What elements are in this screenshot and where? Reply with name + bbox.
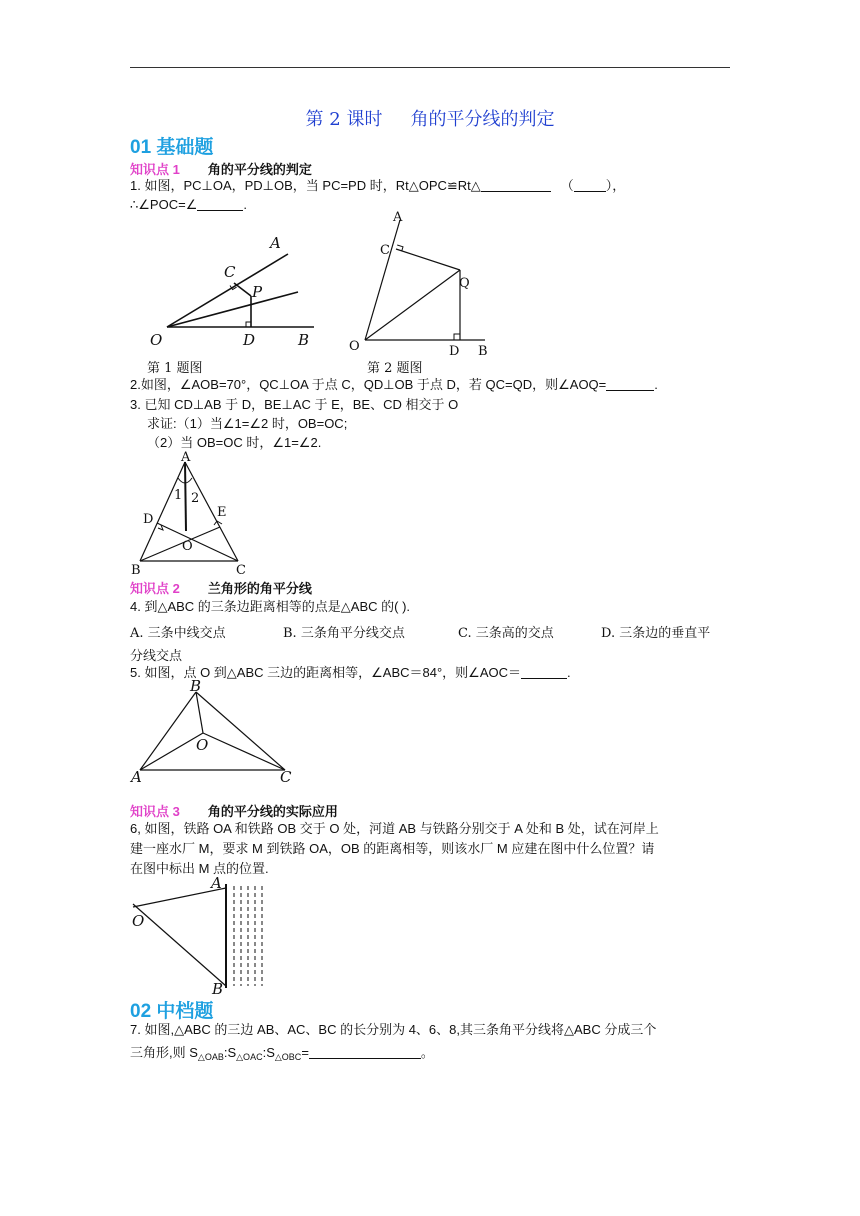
label-b: B <box>131 563 141 576</box>
question-7-line-1: 7. 如图,△ABC 的三边 AB、AC、BC 的长分别为 4、6、8,其三条角平分线将△ABC 分成三个 <box>130 1022 657 1037</box>
title-topic: 角的平分线的判定 <box>410 109 555 130</box>
label-o: O <box>150 331 163 349</box>
kp1-text: 角的平分线的判定 <box>207 162 312 177</box>
figure-2 <box>345 205 495 360</box>
option-d: D. 三条边的垂直平 <box>601 626 711 641</box>
label-a: A <box>211 874 222 892</box>
subscript-oab: △OAB <box>197 1052 224 1062</box>
figure-1-caption: 第 1 题图 <box>147 361 203 376</box>
question-2 <box>130 376 658 394</box>
label-p: P <box>252 283 263 301</box>
knowledge-point-1 <box>130 159 312 178</box>
option-a: A. 三条中线交点 <box>130 626 226 641</box>
label-a: A <box>270 234 281 252</box>
question-1-line-2 <box>130 196 247 214</box>
answer-blank <box>606 377 654 391</box>
label-b: B <box>298 331 310 349</box>
label-a: A <box>393 210 403 225</box>
question-1-line-1 <box>130 177 625 195</box>
subscript-obc: △OBC <box>274 1052 302 1062</box>
answer-blank <box>197 197 243 211</box>
label-o: O <box>196 736 209 754</box>
label-o: O <box>132 912 145 930</box>
q1-text-c: ）， <box>605 178 626 193</box>
question-3-line-1: 3. 已知 CD⊥AB 于 D，BE⊥AC 于 E，BE、CD 相交于 O <box>130 397 459 412</box>
figure-2-caption: 第 2 题图 <box>367 361 423 376</box>
q1-text-b: （ <box>560 178 574 193</box>
question-6-line-3: 在图中标出 M 点的位置. <box>130 861 269 876</box>
question-6-line-1: 6, 如图，铁路 OA 和铁路 OB 交于 O 处，河道 AB 与铁路分别交于 A 处和 B 处，试在河岸上 <box>130 821 659 836</box>
label-e: E <box>217 505 227 520</box>
q7-text-a: 三角形,则 S <box>130 1045 198 1060</box>
page-title <box>130 105 730 131</box>
figure-6 <box>128 874 273 999</box>
question-3-line-2: 求证:（1）当∠1=∠2 时，OB=OC; <box>147 416 348 431</box>
figure-3 <box>128 448 253 576</box>
q1-text-d: ∴∠POC=∠ <box>130 197 198 212</box>
label-angle-1: 1 <box>174 488 183 503</box>
label-d: D <box>243 331 256 349</box>
label-a: A <box>181 450 191 465</box>
q5-text-b: . <box>567 665 571 680</box>
subscript-oac: △OAC <box>236 1052 263 1062</box>
kp2-tag: 知识点 2 <box>130 581 180 596</box>
label-b: B <box>212 980 224 998</box>
q2-text-a: 2.如图，∠AOB=70°，QC⊥OA 于点 C，QD⊥OB 于点 D，若 QC=QD，则∠AOQ= <box>130 377 607 392</box>
q7-equals: = <box>301 1045 309 1060</box>
question-3-line-3: （2）当 OB=OC 时，∠1=∠2. <box>147 435 322 450</box>
answer-blank <box>309 1045 421 1059</box>
option-d-continued: 分线交点 <box>130 649 183 664</box>
header-rule <box>130 67 730 68</box>
q5-text-a: 5. 如图，点 O 到△ABC 三边的距离相等，∠ABC＝84°，则∠AOC＝ <box>130 665 521 680</box>
figure-1 <box>140 232 330 350</box>
q2-text-b: . <box>654 377 658 392</box>
q7-sep-2: :S <box>262 1045 275 1060</box>
label-o: O <box>182 539 193 554</box>
kp3-tag: 知识点 3 <box>130 804 180 819</box>
q1-text-e: . <box>243 197 247 212</box>
label-a: A <box>131 768 142 786</box>
figure-5 <box>128 680 298 786</box>
knowledge-point-2 <box>130 578 312 597</box>
knowledge-point-3 <box>130 801 338 820</box>
question-4: 4. 到△ABC 的三条边距离相等的点是△ABC 的( ). <box>130 599 411 614</box>
question-7-line-2 <box>130 1044 434 1066</box>
question-6-line-2: 建一座水厂 M，要求 M 到铁路 OA，OB 的距离相等，则该水厂 M 应建在图中什么位置？请 <box>130 841 655 856</box>
q1-text-a: 1. 如图，PC⊥OA，PD⊥OB，当 PC=PD 时，Rt△OPC≌Rt△ <box>130 178 481 193</box>
kp2-text: 兰角形的角平分线 <box>207 581 312 596</box>
answer-blank <box>481 178 551 192</box>
q7-sep-1: :S <box>223 1045 237 1060</box>
label-d: D <box>449 344 460 359</box>
kp3-text: 角的平分线的实际应用 <box>207 804 338 819</box>
option-b: B. 三条角平分线交点 <box>283 626 405 641</box>
kp1-tag: 知识点 1 <box>130 162 180 177</box>
label-q: Q <box>459 276 470 291</box>
option-c: C. 三条高的交点 <box>458 626 554 641</box>
label-c: C <box>380 243 390 258</box>
section-intermediate: 02 中档题 <box>130 1001 214 1022</box>
answer-blank <box>574 178 606 192</box>
section-basic: 01 基础题 <box>130 137 214 158</box>
label-angle-2: 2 <box>191 491 200 506</box>
label-b: B <box>190 680 202 695</box>
label-o: O <box>349 339 360 354</box>
label-c: C <box>224 263 236 281</box>
label-d: D <box>143 512 154 527</box>
label-c: C <box>280 768 292 786</box>
q7-end: 。 <box>420 1045 434 1060</box>
title-lesson: 第 2 课时 <box>305 109 383 130</box>
answer-blank <box>521 665 567 679</box>
label-c: C <box>236 563 246 576</box>
label-b: B <box>478 344 488 359</box>
